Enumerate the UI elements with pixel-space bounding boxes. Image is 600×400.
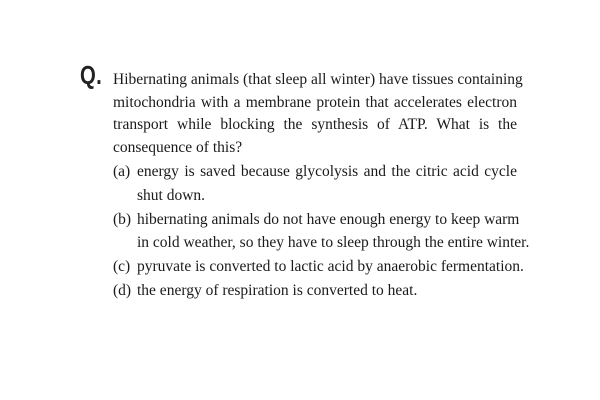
option-line: in cold weather, so they have to sleep through the entire winter. [137, 234, 530, 252]
option-line: shut down. [137, 186, 206, 204]
question-marker: Q. [80, 60, 103, 90]
option-label: (c) [113, 258, 131, 276]
option-label: (d) [113, 281, 132, 299]
question-stem [113, 69, 523, 159]
stem-line: consequence of this? [113, 138, 243, 156]
option-label: (a) [113, 163, 131, 180]
option-text [137, 279, 517, 303]
option-text [137, 255, 524, 279]
option-d [113, 279, 517, 303]
stem-line: mitochondria with a membrane protein that accelerates electron [113, 93, 517, 111]
stem-line: transport while blocking the synthesis of ATP. What is the [113, 116, 517, 134]
option-line: pyruvate is converted to lactic acid by anaerobic fermentation. [137, 258, 524, 276]
option-c [113, 255, 524, 279]
option-label: (b) [113, 210, 132, 228]
option-line: hibernating animals do not have enough energy to keep warm [137, 210, 520, 228]
option-b [113, 208, 530, 256]
option-text [137, 208, 530, 256]
option-a [113, 160, 517, 208]
stem-line: Hibernating animals (that sleep all winter) have tissues containing [113, 71, 523, 88]
option-line: energy is saved because glycolysis and the citric acid cycle [137, 163, 517, 180]
option-line: the energy of respiration is converted to heat. [137, 281, 418, 299]
option-text [137, 160, 517, 208]
answer-options [113, 160, 530, 303]
